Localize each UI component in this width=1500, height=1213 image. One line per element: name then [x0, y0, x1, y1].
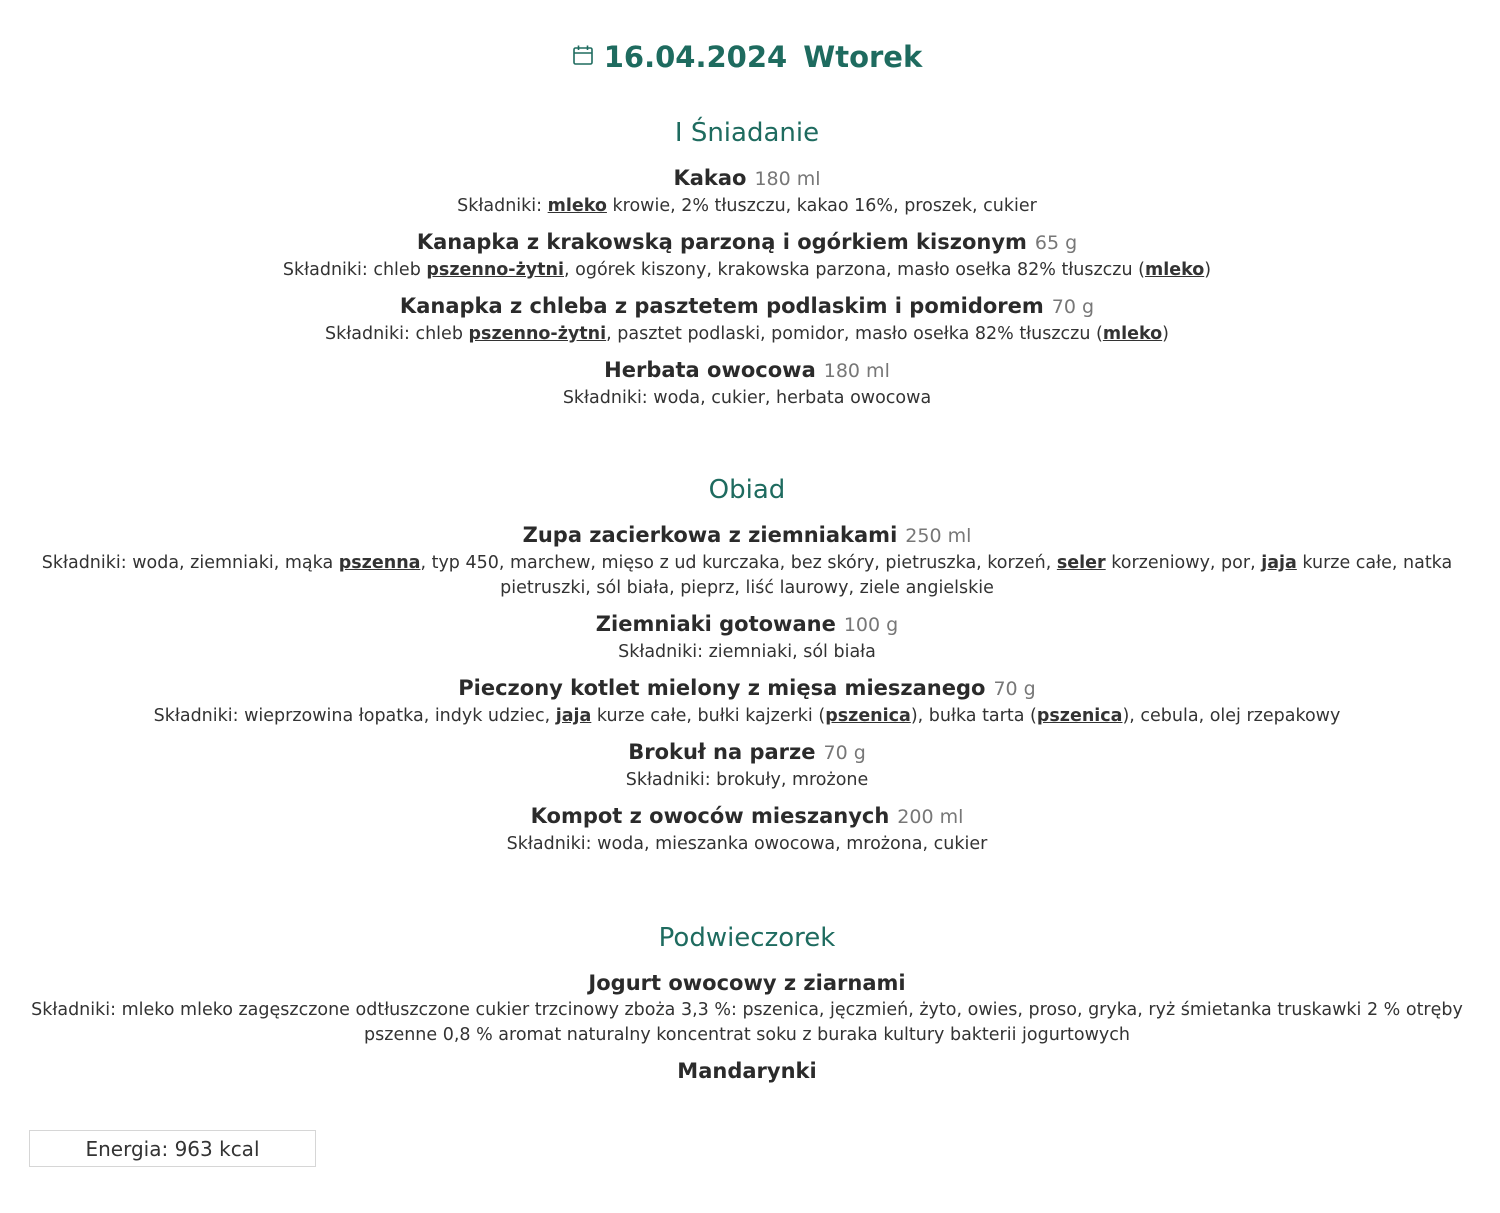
ingredient-text: , ogórek kiszony, krakowska parzona, masło osełka 82% tłuszczu (	[564, 260, 1145, 280]
dish-item	[0, 355, 1494, 411]
meal-title: Obiad	[708, 475, 786, 505]
ingredient-text: kurze całe, natka pietruszki, sól biała, pieprz, liść laurowy, ziele angielskie	[500, 553, 1453, 598]
dish-name: Kanapka z chleba z pasztetem podlaskim i pomidorem	[399, 294, 1044, 318]
allergen-text: pszenno-żytni	[426, 260, 564, 280]
allergen-text: mleko	[1102, 324, 1163, 344]
dish-item	[0, 163, 1494, 219]
dish-heading	[0, 673, 1494, 704]
dish-item	[0, 1056, 1494, 1086]
dish-name: Pieczony kotlet mielony z mięsa mieszanego	[458, 676, 986, 700]
dish-heading	[0, 609, 1494, 640]
calendar-icon	[572, 37, 594, 75]
weekday-text: Wtorek	[803, 40, 923, 74]
dish-ingredients	[0, 998, 1494, 1048]
ingredient-text: Składniki: woda, cukier, herbata owocowa	[562, 388, 932, 408]
ingredient-text: , pasztet podlaski, pomidor, masło osełka 82% tłuszczu (	[606, 324, 1103, 344]
dish-name: Brokuł na parze	[628, 740, 816, 764]
ingredient-text: korzeniowy, por,	[1105, 553, 1262, 573]
dish-portion: 100 g	[843, 614, 899, 636]
dish-ingredients	[0, 832, 1494, 857]
dish-heading	[0, 163, 1494, 194]
dish-ingredients	[0, 768, 1494, 793]
dish-name: Ziemniaki gotowane	[595, 612, 836, 636]
dish-item	[0, 227, 1494, 283]
dish-ingredients	[0, 551, 1494, 601]
allergen-text: pszenica	[825, 706, 911, 726]
date-header	[0, 38, 1494, 78]
dish-portion: 250 ml	[905, 525, 972, 547]
ingredient-text: Składniki: woda, ziemniaki, mąka	[41, 553, 339, 573]
meal-section-snack	[0, 920, 1494, 1094]
allergen-text: jaja	[1261, 553, 1297, 573]
dish-heading	[0, 801, 1494, 832]
allergen-text: pszenno-żytni	[468, 324, 607, 344]
dish-portion: 70 g	[823, 742, 866, 764]
dish-portion: 70 g	[1051, 296, 1095, 318]
dish-name: Jogurt owocowy z ziarnami	[588, 971, 906, 995]
allergen-text: jaja	[555, 706, 592, 726]
dish-name: Kanapka z krakowską parzoną i ogórkiem kiszonym	[416, 230, 1027, 254]
dish-heading	[0, 520, 1494, 551]
energy-summary: Energia: 963 kcal	[29, 1130, 316, 1167]
dish-name: Kompot z owoców mieszanych	[530, 804, 890, 828]
ingredient-text: , typ 450, marchew, mięso z ud kurczaka, bez skóry, pietruszka, korzeń,	[420, 553, 1057, 573]
ingredient-text: kurze całe, bułki kajzerki (	[591, 706, 826, 726]
dish-ingredients	[0, 194, 1494, 219]
allergen-text: mleko	[1144, 260, 1205, 280]
dish-heading	[0, 968, 1494, 998]
ingredient-text: Składniki: mleko mleko zagęszczone odtłuszczone cukier trzcinowy zboża 3,3 %: pszenica, jęczmień, żyto, owies, proso, gryka, ryż śmietanka truskawki 2 % otręby pszenne 0,8 % aromat naturalny koncentrat soku z buraka kultury bakterii jogurtowych	[31, 1000, 1463, 1045]
allergen-text: pszenica	[1036, 706, 1123, 726]
dish-item	[0, 609, 1494, 665]
ingredient-text: Składniki: chleb	[325, 324, 469, 344]
dish-name: Kakao	[673, 166, 747, 190]
dish-name: Herbata owocowa	[604, 358, 816, 382]
dish-heading	[0, 227, 1494, 258]
dish-item	[0, 673, 1494, 729]
ingredient-text: Składniki: brokuły, mrożone	[625, 770, 869, 790]
dish-ingredients	[0, 322, 1494, 347]
dish-item	[0, 291, 1494, 347]
dish-item	[0, 737, 1494, 793]
dish-portion: 200 ml	[897, 806, 964, 828]
meal-title: Podwieczorek	[658, 923, 836, 953]
ingredient-text: Składniki: chleb	[282, 260, 427, 280]
dish-item	[0, 968, 1494, 1048]
dish-ingredients	[0, 386, 1494, 411]
dish-portion: 65 g	[1034, 232, 1078, 254]
allergen-text: mleko	[547, 196, 607, 216]
dish-name: Zupa zacierkowa z ziemniakami	[522, 523, 898, 547]
dish-item	[0, 801, 1494, 857]
ingredient-text: krowie, 2% tłuszczu, kakao 16%, proszek, cukier	[606, 196, 1037, 216]
ingredient-text: Składniki: ziemniaki, sól biała	[618, 642, 876, 662]
ingredient-text: ), cebula, olej rzepakowy	[1122, 706, 1341, 726]
meal-title: I Śniadanie	[674, 118, 820, 148]
ingredient-text: Składniki: wieprzowina łopatka, indyk udziec,	[153, 706, 556, 726]
ingredient-text: Składniki:	[457, 196, 548, 216]
ingredient-text: )	[1162, 324, 1169, 344]
allergen-text: seler	[1056, 553, 1106, 573]
dish-name: Mandarynki	[677, 1059, 817, 1083]
ingredient-text: )	[1204, 260, 1212, 280]
dish-portion: 70 g	[993, 678, 1036, 700]
meal-section-lunch	[0, 472, 1494, 865]
dish-ingredients	[0, 640, 1494, 665]
date-text: 16.04.2024	[603, 40, 788, 74]
dish-ingredients	[0, 258, 1494, 283]
dish-portion: 180 ml	[823, 360, 890, 382]
dish-heading	[0, 737, 1494, 768]
ingredient-text: ), bułka tarta (	[910, 706, 1037, 726]
dish-item	[0, 520, 1494, 601]
meal-section-breakfast	[0, 115, 1494, 419]
allergen-text: pszenna	[338, 553, 421, 573]
ingredient-text: Składniki: woda, mieszanka owocowa, mrożona, cukier	[506, 834, 988, 854]
dish-portion: 180 ml	[754, 168, 821, 190]
dish-heading	[0, 291, 1494, 322]
dish-heading	[0, 1056, 1494, 1086]
dish-ingredients	[0, 704, 1494, 729]
dish-heading	[0, 355, 1494, 386]
